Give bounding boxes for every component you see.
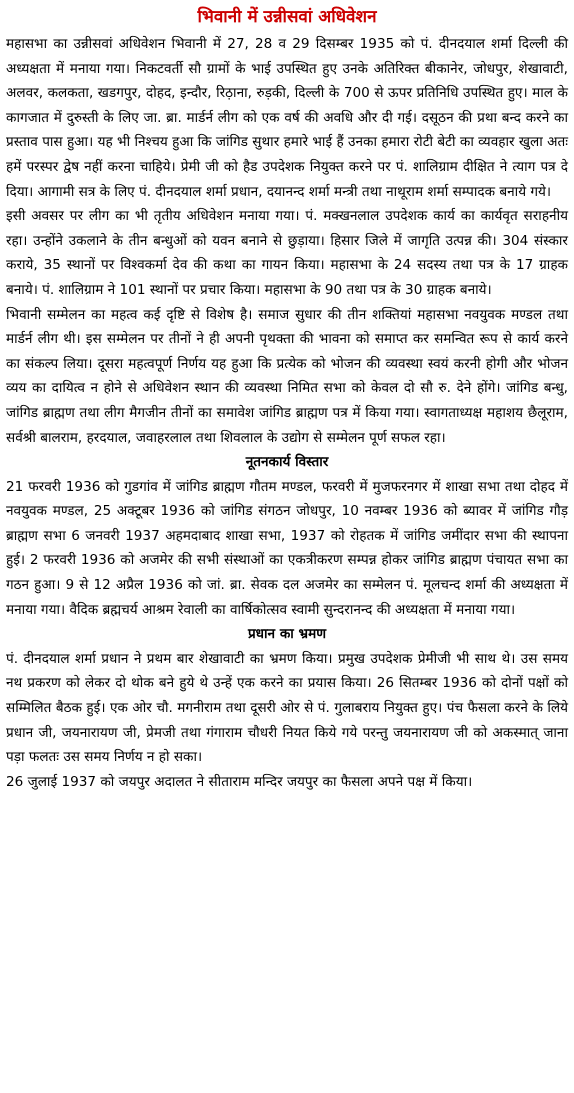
page-title: भिवानी में उन्नीसवां अधिवेशन [197, 7, 377, 27]
section-heading-president-tour: प्रधान का भ्रमण [247, 626, 327, 643]
section-heading-new-work: नूतनकार्य विस्तार [245, 454, 329, 471]
paragraph-court-verdict: 26 जुलाई 1937 को जयपुर अदालत ने सीताराम मन्दिर जयपुर का फैसला अपने पक्ष में किया। [6, 773, 473, 790]
paragraph-bhiwani-importance: भिवानी सम्मेलन का महत्व कई दृष्टि से विशेष है। समाज सुधार की तीन शक्तियां महासभा नवयुवक मण्डल तथा मार्डर्न लीग थी। इस सम्मेलन पर तीनों ने ही अपनी पृथक्ता की भावना को समाप्त कर समन्वित रूप से कार्य करने का संकल्प लिया। दूसरा महत्वपूर्ण निर्णय यह हुआ कि प्रत्येक को भोजन की व्यवस्था स्वयं करनी होगी और भोजन व्यय का दायित्व न होने से अधिवेशन स्थान की व्यवस्था निमित सभा को केवल दो सौ रु. देने होंगे। जांगिड बन्धु, जांगिड ब्राह्मण तथा लीग मैगजीन तीनों का समावेश जांगिड ब्राह्मण पत्र में किया गया। स्वागताध्यक्ष महाशय छैलूराम, सर्वश्री बालराम, हरदयाल, जवाहरलाल तथा शिवलाल के उद्योग से सम्मेलन पूर्ण सफल रहा। [6, 306, 568, 446]
paragraph-league-session: इसी अवसर पर लीग का भी तृतीय अधिवेशन मनाया गया। पं. मक्खनलाल उपदेशक कार्य का कार्यवृत सराहनीय रहा। उन्होंने उकलाने के तीन बन्धुओं को यवन बनाने से छुड़ाया। हिसार जिले में जागृति उत्पन्न की। 304 संस्कार कराये, 35 स्थानों पर विश्वकर्मा देव की कथा का गायन किया। महासभा के 24 सदस्य तथा पत्र के 17 ग्राहक बनाये। पं. शालिग्राम ने 101 स्थानों पर प्रचार किया। महासभा के 90 तथा पत्र के 30 ग्राहक बनाये। [6, 208, 568, 298]
paragraph-president-tour: पं. दीनदयाल शर्मा प्रधान ने प्रथम बार शेखावाटी का भ्रमण किया। प्रमुख उपदेशक प्रेमीजी भी साथ थे। उस समय नथ प्रकरण को लेकर दो थोक बने हुये थे उन्हें एक करने का प्रयास किया। 26 सितम्बर 1936 को दोनों पक्षों को सम्मिलित बैठक हुई। एक ओर चौ. मगनीराम तथा दूसरी ओर से पं. गुलाबराय नियुक्त हुए। पंच फैसला करने के लिये प्रधान जी, जयनारायण जी, प्रेमजी तथा गंगाराम चौधरी नियत किये गये परन्तु जयनारायण जी को अकस्मात् जाना पड़ा फलतः उस समय निर्णय न हो सका। [6, 650, 568, 766]
paragraph-session-summary: महासभा का उन्नीसवां अधिवेशन भिवानी में 27, 28 व 29 दिसम्बर 1935 को पं. दीनदयाल शर्मा दिल्ली की अध्यक्षता में मनाया गया। निकटवर्ती सौ ग्रामों के भाई उपस्थित हुए उनके अतिरिक्त बीकानेर, जोधपुर, शेखावाटी, अलवर, कलकता, खडगपुर, दोहद, इन्दौर, रिठ़ाना, रुड़की, दिल्ली के 700 से ऊपर प्रतिनिधि उपस्थित हुए। माल के कागजात में दुरुस्ती के लिए जा. ब्रा. मार्डर्न लीग को एक वर्ष की अवधि और दी गई। दसूठन की प्रथा बन्द करने का प्रस्ताव पास हुआ। यह भी निश्चय हुआ कि जांगिड सुथार हमारे भाई हैं उनका हमारा रोटी बेटी का व्यवहार खुला अतः हमें परस्पर द्वेष नहीं करना चाहिये। प्रेमी जी को हैड उपदेशक नियुक्त करने पर पं. शालिग्राम दीक्षित ने त्याग पत्र दे दिया। आगामी सत्र के लिए पं. दीनदयाल शर्मा प्रधान, दयानन्द शर्मा मन्त्री तथा नाथूराम शर्मा सम्पादक बनाये गये। [6, 36, 568, 200]
paragraph-new-branches: 21 फरवरी 1936 को गुडगांव में जांगिड ब्राह्मण गौतम मण्डल, फरवरी में मुजफरनगर में शाखा सभा तथा दोहद में नवयुवक मण्डल, 25 अक्टूबर 1936 को जांगिड संगठन जोधपुर, 10 नवम्बर 1936 को ब्यावर में जांगिड गौड़ ब्राह्मण सभा 6 जनवरी 1937 अहमदाबाद शाखा सभा, 1937 को रोहतक में जांगिड जमींदार सभा की स्थापना हुई। 2 फरवरी 1936 को अजमेर की सभी संस्थाओं का एकत्रीकरण सम्पन्न होकर जांगिड ब्राह्मण पंचायत सभा का गठन हुआ। 9 से 12 अप्रैल 1936 को जां. ब्रा. सेवक दल अजमेर का सम्मेलन पं. मूलचन्द शर्मा की अध्यक्षता में मनाया गया। वैदिक ब्रह्मचर्य आश्रम रेवाली का वार्षिकोत्सव स्वामी सुन्दरानन्द की अध्यक्षता में मनाया गया। [6, 478, 568, 618]
